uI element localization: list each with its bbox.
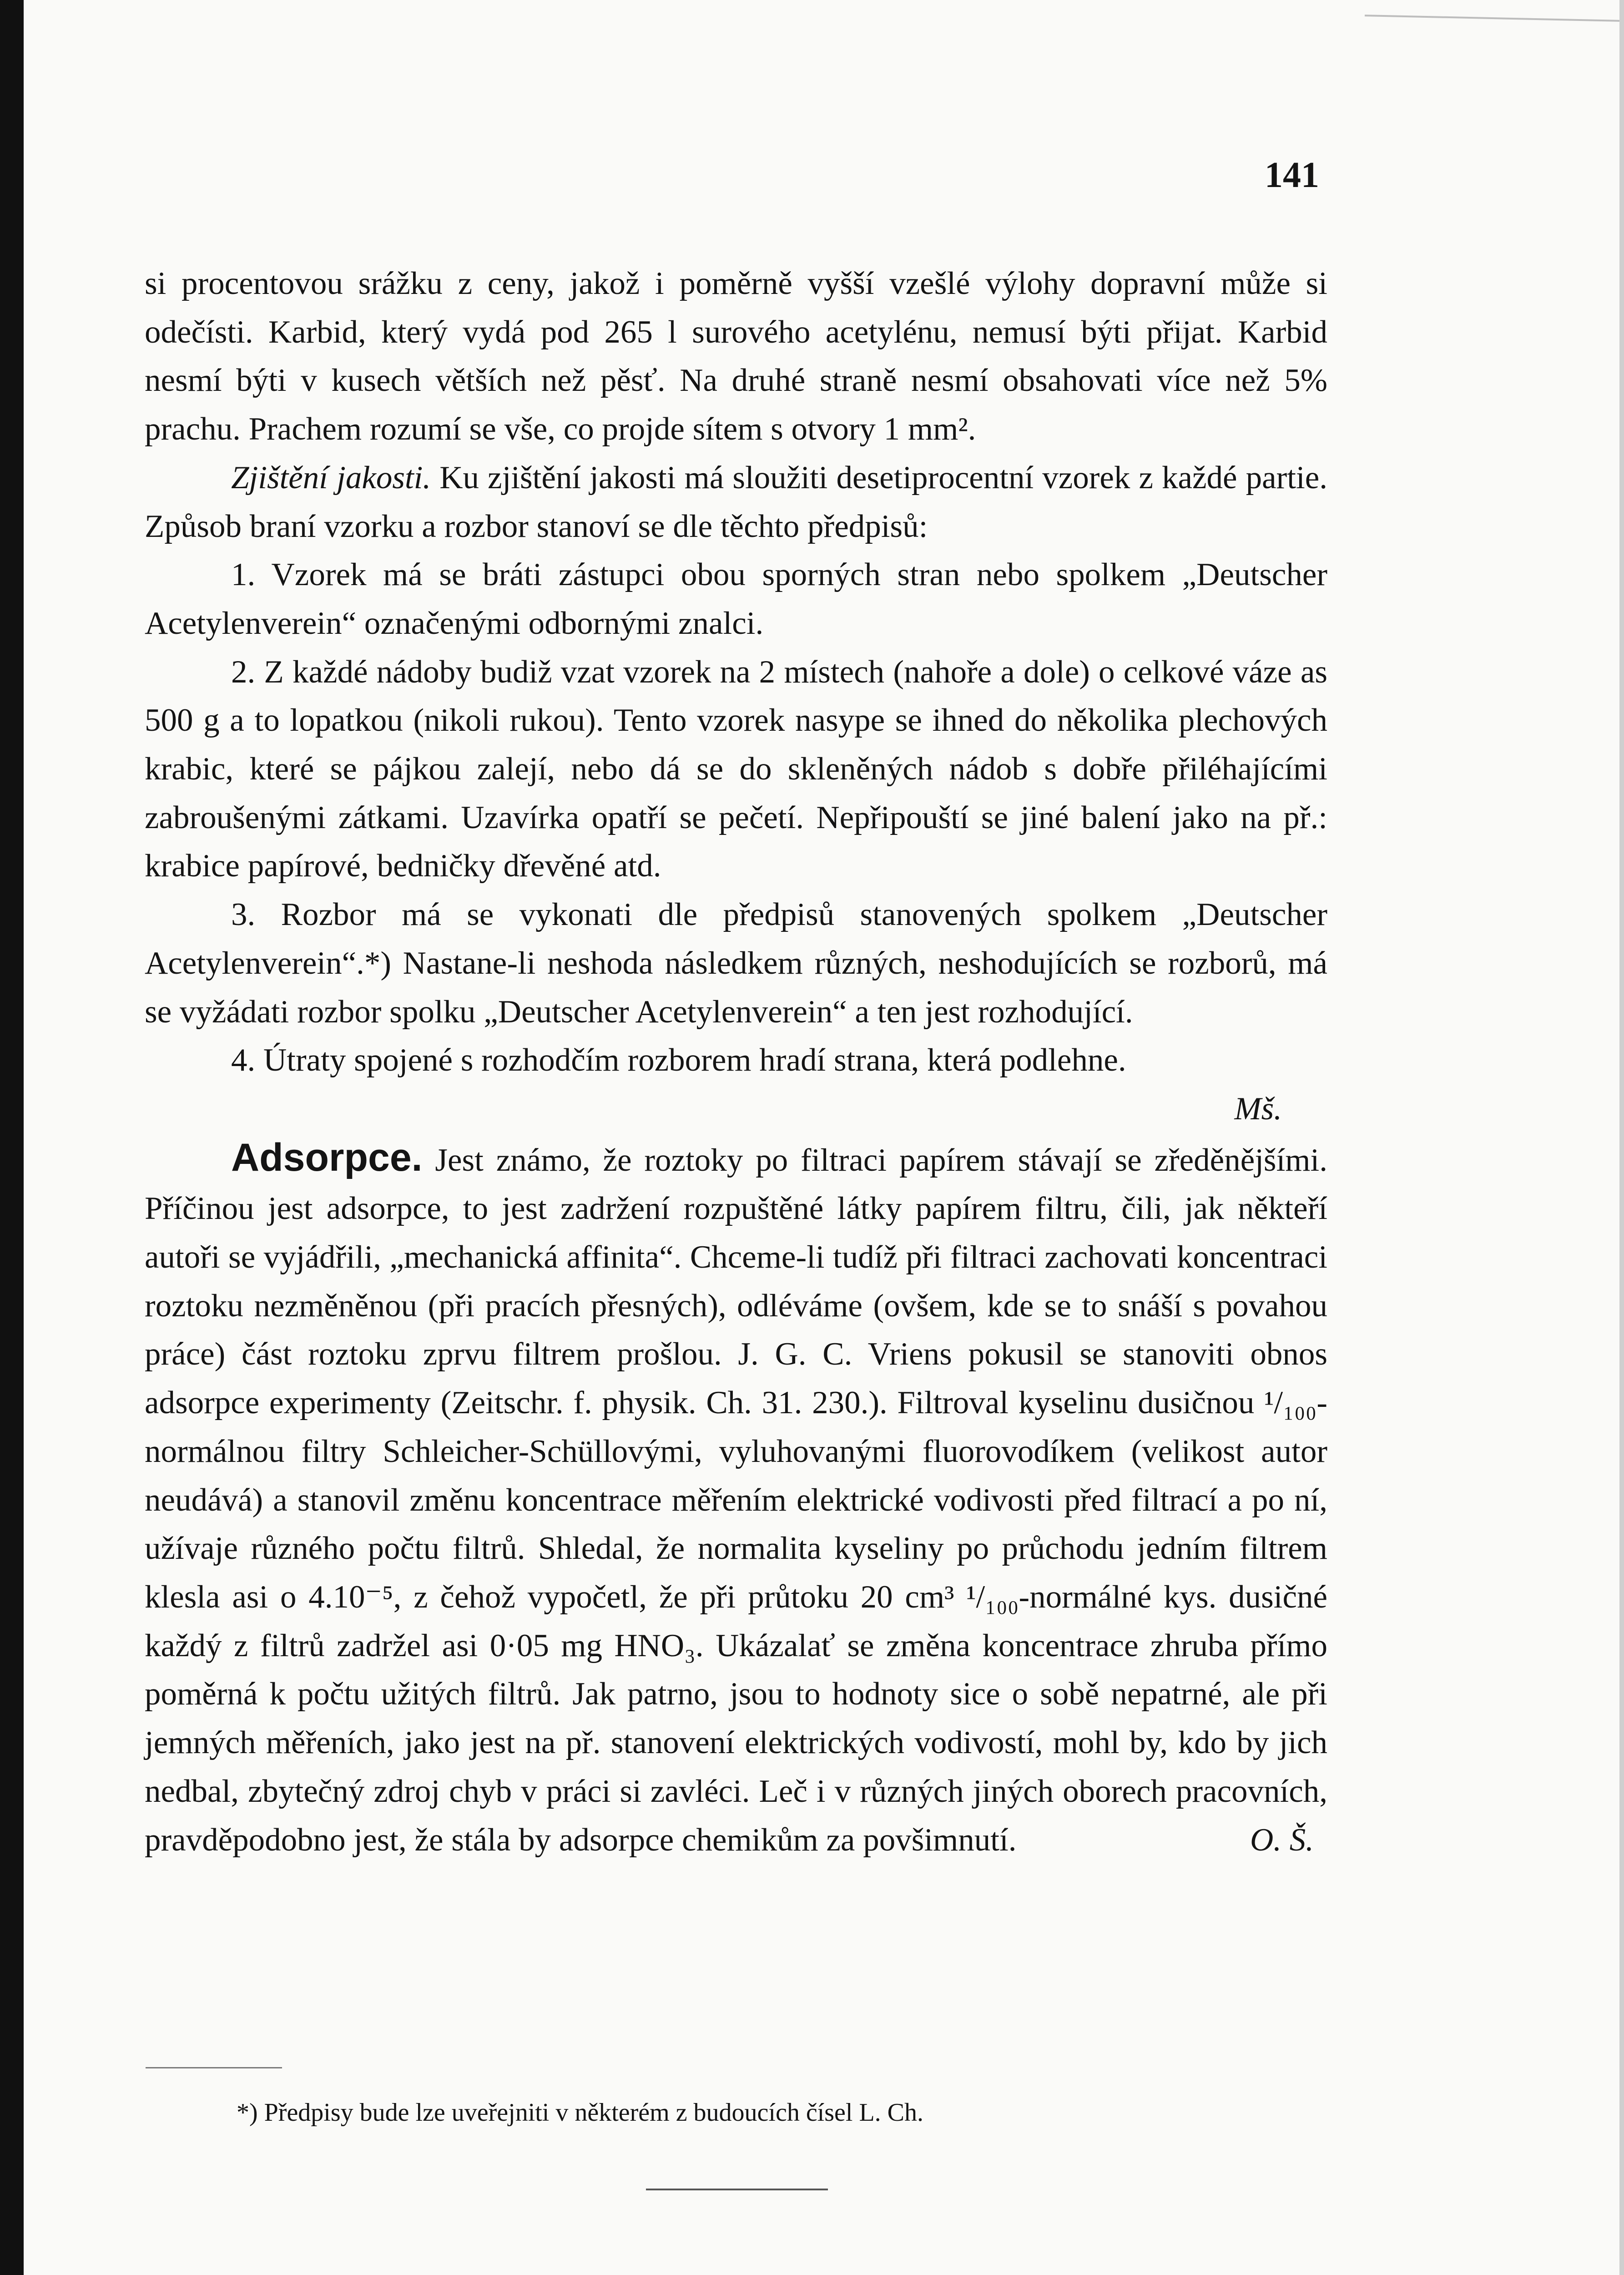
scan-left-edge — [0, 0, 24, 2275]
signature-os: O. Š. — [1250, 1822, 1314, 1858]
scan-artifact — [1365, 15, 1619, 22]
paragraph-adsorption — [145, 1133, 1327, 1865]
paragraph-quality-determination — [145, 454, 1327, 551]
body-text — [145, 259, 1327, 1864]
list-item-2: 2. Z každé nádoby budiž vzat vzorek na 2 místech (nahoře a dole) o celkové váze as 500 g a to lopatkou (nikoli rukou). Tento vzorek nasype se ihned do několika plechových krabic, které se pájkou zalejí, nebo dá se do skleněných nádob s dobře přiléhajícími zabroušenými zátkami. Uzavírka opatří se pečetí. Nepřipouští se jiné balení jako na př.: krabice papírové, bedničky dřevěné atd. — [145, 654, 1327, 884]
footnote-divider — [146, 2067, 282, 2068]
list-item-4: 4. Útraty spojené s rozhodčím rozborem hradí strana, která podlehne. — [231, 1042, 1126, 1078]
paragraph-text: Jest známo, že roztoky po filtraci papírem stávají se zředěnějšími. Příčinou jest adsorpce, to jest zadržení rozpuštěné látky papírem filtru, čili, jak někteří autoři se vyjádřili, „mechanická affinita“. Chceme-li tudíž při filtraci zachovati koncentraci roztoku nezměněnou (při pracích přesných), odléváme (ovšem, kde se to snáší s povahou práce) část roztoku zprvu filtrem prošlou. J. G. C. Vriens pokusil se stanoviti obnos adsorpce experimenty (Zeitschr. f. physik. Ch. 31. 230.). Filtroval kyselinu dusičnou ¹/₁₀₀-normálnou filtry Schleicher-Schüllovými, vyluhovanými fluorovodíkem (velikost autor neudává) a stanovil změnu koncentrace měřením elektrické vodivosti před filtrací a po ní, užívaje různého počtu filtrů. Shledal, že normalita kyseliny po průchodu jedním filtrem klesla asi o 4.10⁻⁵, z čehož vypočetl, že při průtoku 20 cm³ ¹/₁₀₀-normálné kys. dusičné každý z filtrů zadržel asi 0·05 mg HNO₃. Ukázalať se změna koncentrace zhruba přímo poměrná k počtu užitých filtrů. Jak patrno, jsou to hodnoty sice o sobě nepatrné, ale při jemných měřeních, jako jest na př. stanovení elektrických vodivostí, mohl by, kdo by jich nedbal, zbytečný zdroj chyb v práci si zavléci. Leč i v různých jiných oborech pracovních, pravděpodobno jest, že stála by adsorpce chemikům za povšimnutí. — [145, 1142, 1327, 1858]
signature-text: Mš. — [1234, 1091, 1282, 1127]
section-heading-adsorption: Adsorpce. — [231, 1135, 423, 1179]
list-item-3: 3. Rozbor má se vykonati dle předpisů stanovených spolkem „Deutscher Acetylenverein“.*) Nastane-li neshoda následkem různých, neshodujících se rozborů, má se vyžádati rozbor spolku „Deutscher Acetylenverein“ a ten jest rozhodující. — [145, 897, 1327, 1030]
footnote: *) Předpisy bude lze uveřejniti v některém z budoucích čísel L. Ch. — [237, 2098, 924, 2127]
scan-right-edge — [1619, 0, 1624, 2275]
section-heading-quality: Zjištění jakosti. — [231, 460, 431, 495]
list-item-1: 1. Vzorek má se bráti zástupci obou sporných stran nebo spolkem „Deutscher Acetylenverein“ označenými odbornými znalci. — [145, 557, 1327, 641]
signature-ms — [145, 1085, 1327, 1133]
paragraph-text: Ku zjištění jakosti má sloužiti desetiprocentní vzorek z každé partie. Způsob braní vzorku a rozbor stanoví se dle těchto předpisů: — [145, 460, 1327, 544]
paragraph-carbide-conditions: si procentovou srážku z ceny, jakož i poměrně vyšší vzešlé výlohy dopravní může si odečísti. Karbid, který vydá pod 265 l surového acetylénu, nemusí býti přijat. Karbid nesmí býti v kusech větších než pěsť. Na druhé straně nesmí obsahovati více než 5% prachu. Prachem rozumí se vše, co projde sítem s otvory 1 mm². — [145, 266, 1327, 447]
page-number: 141 — [1265, 155, 1319, 195]
page-end-rule — [646, 2189, 828, 2190]
